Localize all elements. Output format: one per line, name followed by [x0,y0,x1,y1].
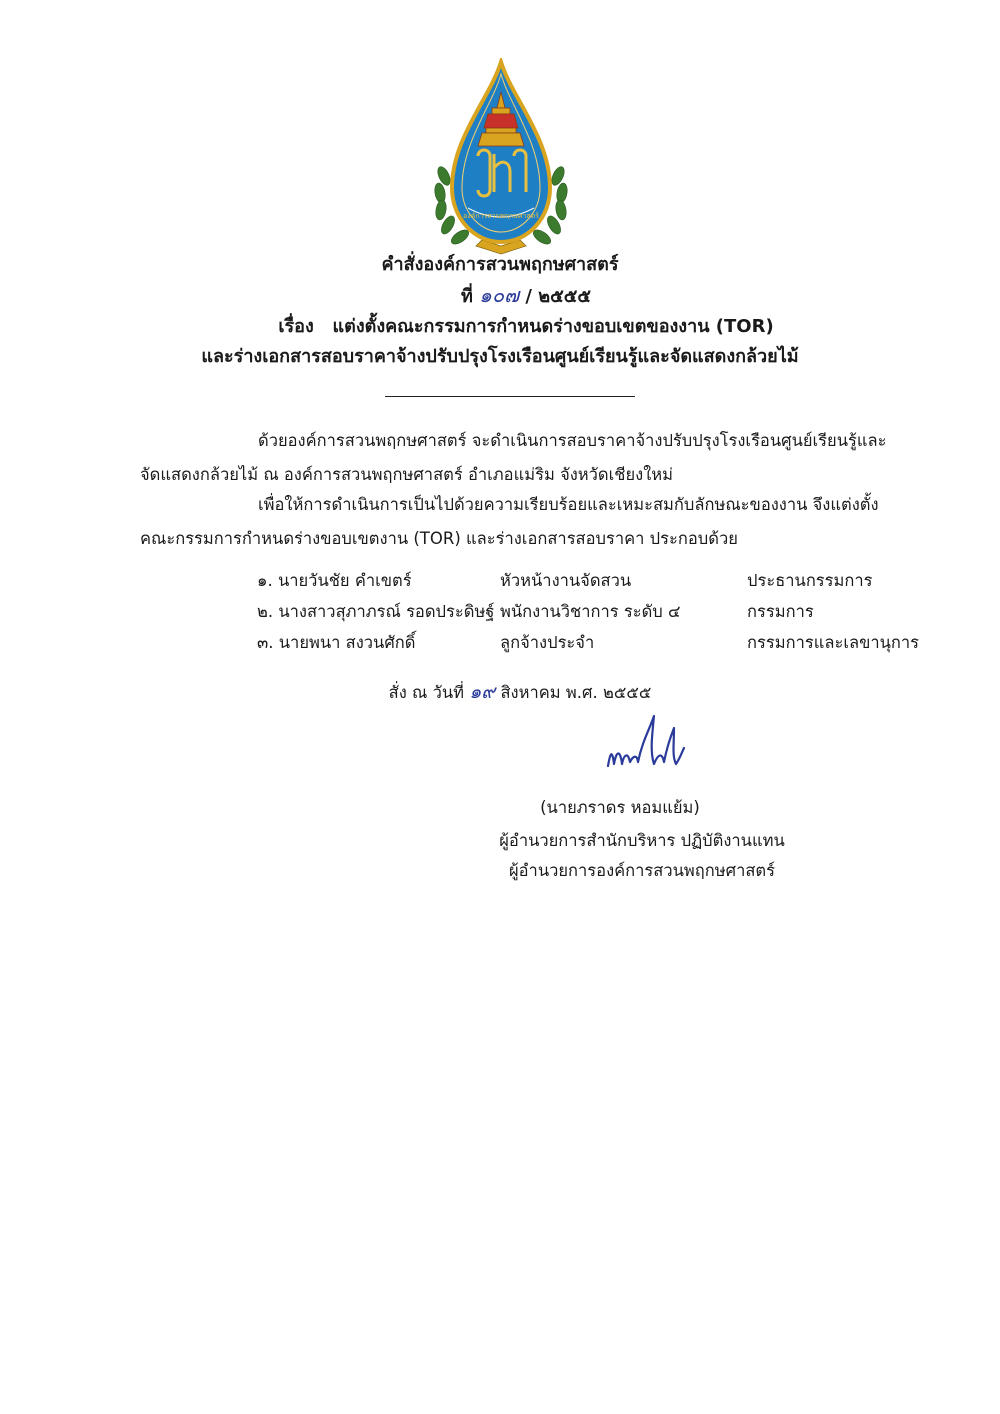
signer-name: (นายภราดร หอมแย้ม) [540,798,700,817]
member-name: ๓. นายพนา สงวนศักดิ์ [257,633,416,652]
handwritten-signature [600,708,690,778]
committee-members-list [257,565,937,658]
order-day-handwritten: ๑๙ [469,681,496,703]
order-month-year: สิงหาคม พ.ศ. ๒๕๕๕ [500,683,652,702]
order-date-prefix: สั่ง ณ วันที่ [388,683,464,702]
subject-text: แต่งตั้งคณะกรรมการกำหนดร่างขอบเขตของงาน (TOR) [332,316,774,337]
order-number-handwritten: ๑๐๗ [479,283,520,307]
order-date-line [0,680,1000,705]
member-role: ประธานกรรมการ [747,571,873,590]
order-number-prefix: ที่ [461,286,473,307]
paragraph-2 [140,488,910,556]
member-name: ๑. นายวันชัย คำเขตร์ [257,571,412,590]
signer-title-line-1: ผู้อำนวยการสำนักบริหาร ปฏิบัติงานแทน [499,831,785,850]
title-divider [385,396,635,397]
member-position: ลูกจ้างประจำ [500,633,595,652]
signer-title-line-2: ผู้อำนวยการองค์การสวนพฤกษศาสตร์ [508,861,776,880]
order-number-suffix: / ๒๕๕๕ [525,286,591,307]
list-item [257,565,937,596]
member-position: หัวหน้างานจัดสวน [500,571,632,590]
member-position: พนักงานวิชาการ ระดับ ๔ [500,602,681,621]
order-number-line [26,282,1000,310]
member-role: กรรมการและเลขานุการ [747,633,920,652]
svg-text:องค์การสวนพฤกษศาสตร์: องค์การสวนพฤกษศาสตร์ [463,212,539,220]
member-role: กรรมการ [747,602,814,621]
member-name: ๒. นางสาวสุภาภรณ์ รอดประดิษฐ์ [257,602,495,621]
subject-line-2: และร่างเอกสารสอบราคาจ้างปรับปรุงโรงเรือนศูนย์เรียนรู้และจัดแสดงกล้วยไม้ [201,346,799,367]
list-item [257,596,937,627]
paragraph-1 [140,424,910,492]
document-title: คำสั่งองค์การสวนพฤกษศาสตร์ [381,254,619,275]
organization-emblem-logo [428,58,574,258]
paragraph-1-line-1: ด้วยองค์การสวนพฤกษศาสตร์ จะดำเนินการสอบราคาจ้างปรับปรุงโรงเรือนศูนย์เรียนรู้และ [258,431,887,450]
paragraph-2-line-2: คณะกรรมการกำหนดร่างขอบเขตงาน (TOR) และร่างเอกสารสอบราคา ประกอบด้วย [140,529,738,548]
paragraph-2-line-1: เพื่อให้การดำเนินการเป็นไปด้วยความเรียบร้อยและเหมะสมกับลักษณะของงาน จึงแต่งตั้ง [258,495,879,514]
subject-line [26,314,1000,340]
subject-label: เรื่อง [278,316,314,337]
list-item [257,627,937,658]
paragraph-1-line-2: จัดแสดงกล้วยไม้ ณ องค์การสวนพฤกษศาสตร์ อำเภอแม่ริม จังหวัดเชียงใหม่ [140,465,674,484]
